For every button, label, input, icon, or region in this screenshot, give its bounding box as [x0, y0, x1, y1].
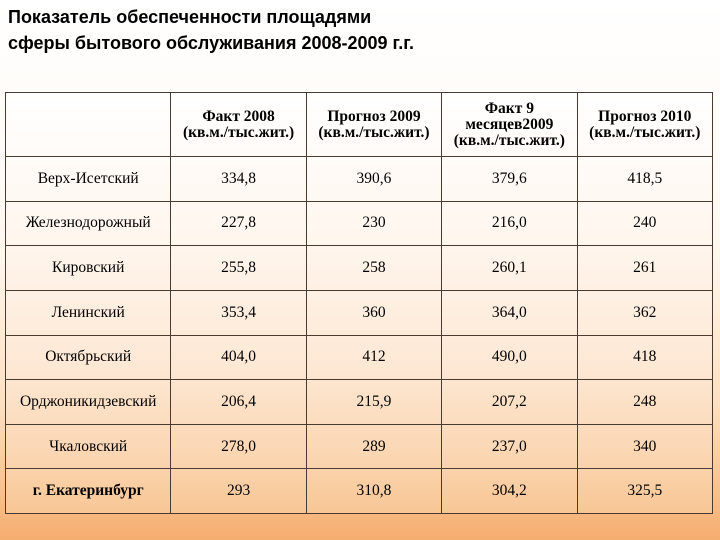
district-name: Кировский: [6, 246, 171, 291]
fact-2008-value: 404,0: [171, 335, 306, 380]
forecast-2010-value: 418: [577, 335, 712, 380]
district-name: Верх-Исетский: [6, 157, 171, 202]
fact-2008-value: 227,8: [171, 201, 306, 246]
forecast-2010-value: 418,5: [577, 157, 712, 202]
fact-9m-2009-value: 304,2: [442, 469, 577, 514]
header-forecast-2009-unit: (кв.м./тыс.жит.): [318, 123, 430, 141]
fact-9m-2009-value: 216,0: [442, 201, 577, 246]
forecast-2010-value: 240: [577, 201, 712, 246]
fact-2008-value: 255,8: [171, 246, 306, 291]
forecast-2009-value: 310,8: [306, 469, 441, 514]
fact-2008-value: 278,0: [171, 424, 306, 469]
fact-9m-2009-value: 237,0: [442, 424, 577, 469]
header-row: [6, 93, 713, 157]
fact-9m-2009-value: 379,6: [442, 157, 577, 202]
city-name: г. Екатеринбург: [6, 469, 171, 514]
header-fact-9m-unit: (кв.м./тыс.жит.): [453, 131, 565, 149]
district-name: Железнодорожный: [6, 201, 171, 246]
forecast-2009-value: 360: [306, 290, 441, 335]
header-forecast-2010: [577, 93, 712, 157]
district-name: Чкаловский: [6, 424, 171, 469]
header-fact-9-months-2009: [442, 93, 577, 157]
forecast-2010-value: 325,5: [577, 469, 712, 514]
forecast-2009-value: 289: [306, 424, 441, 469]
header-district: [6, 93, 171, 157]
header-fact-2008: [171, 93, 306, 157]
forecast-2009-value: 390,6: [306, 157, 441, 202]
table-row: [6, 157, 713, 202]
table-row: [6, 335, 713, 380]
table-row: [6, 246, 713, 291]
table-row: [6, 380, 713, 425]
forecast-2010-value: 248: [577, 380, 712, 425]
area-provision-table: [5, 92, 713, 514]
header-forecast-2009-label: Прогноз 2009: [327, 107, 421, 125]
forecast-2009-value: 258: [306, 246, 441, 291]
fact-2008-value: 293: [171, 469, 306, 514]
header-fact-2008-unit: (кв.м./тыс.жит.): [182, 123, 295, 141]
fact-9m-2009-value: 207,2: [442, 380, 577, 425]
fact-2008-value: 334,8: [171, 157, 306, 202]
forecast-2010-value: 362: [577, 290, 712, 335]
table-row: [6, 424, 713, 469]
forecast-2010-value: 340: [577, 424, 712, 469]
forecast-2010-value: 261: [577, 246, 712, 291]
header-fact-2008-label: Факт 2008: [202, 107, 275, 125]
table-row: [6, 290, 713, 335]
fact-9m-2009-value: 260,1: [442, 246, 577, 291]
forecast-2009-value: 230: [306, 201, 441, 246]
slide-title: [8, 4, 708, 56]
table-row: [6, 201, 713, 246]
fact-2008-value: 353,4: [171, 290, 306, 335]
district-name: Орджоникидзевский: [6, 380, 171, 425]
title-line-1: Показатель обеспеченности площадями: [8, 7, 372, 27]
forecast-2009-value: 412: [306, 335, 441, 380]
table-row-city-total: [6, 469, 713, 514]
header-forecast-2009: [306, 93, 441, 157]
fact-2008-value: 206,4: [171, 380, 306, 425]
header-forecast-2010-label: Прогноз 2010: [598, 107, 692, 125]
title-line-2: сферы бытового обслуживания 2008-2009 г.г.: [8, 33, 414, 53]
header-fact-9m-label: Факт 9: [484, 99, 534, 117]
forecast-2009-value: 215,9: [306, 380, 441, 425]
district-name: Ленинский: [6, 290, 171, 335]
district-name: Октябрьский: [6, 335, 171, 380]
fact-9m-2009-value: 364,0: [442, 290, 577, 335]
header-fact-9m-period: месяцев2009: [465, 115, 554, 133]
fact-9m-2009-value: 490,0: [442, 335, 577, 380]
header-forecast-2010-unit: (кв.м./тыс.жит.): [589, 123, 701, 141]
